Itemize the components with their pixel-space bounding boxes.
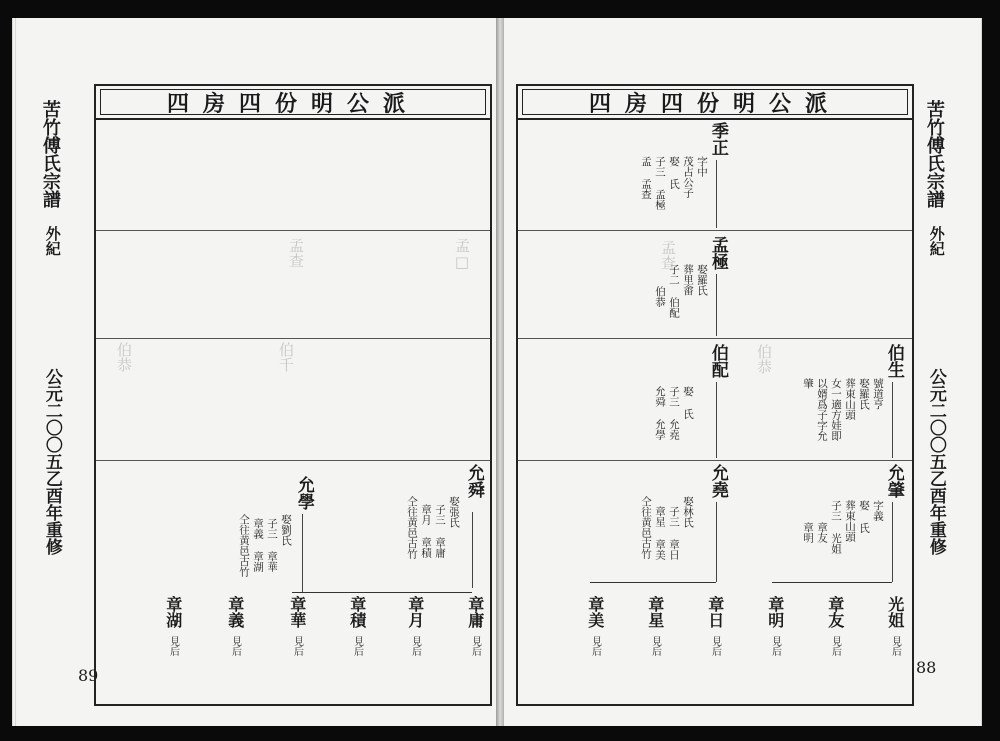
lineage-line xyxy=(892,502,893,582)
child-name: 章積 xyxy=(347,596,367,628)
generation-connector xyxy=(772,582,892,583)
person-detail: 字義 xyxy=(872,500,885,521)
person-detail: 娶羅氏 xyxy=(696,264,709,296)
person-detail: 章友 xyxy=(816,522,829,543)
person-detail: 娶 氏 xyxy=(668,156,681,189)
child-note: 見后 xyxy=(709,636,721,656)
right-genealogy-frame xyxy=(516,84,914,706)
person-detail: 以婿爲子字允 xyxy=(816,378,829,441)
generation-connector xyxy=(292,592,472,593)
row-divider xyxy=(96,460,490,461)
person-detail: 章義 章湖 xyxy=(252,518,265,572)
person-detail: 仝往黄邑古竹 xyxy=(406,496,419,559)
child-note: 見后 xyxy=(769,636,781,656)
child-name: 章湖 xyxy=(163,596,183,628)
person-detail: 允舜 允學 xyxy=(654,386,667,440)
person-detail: 仝往黄邑古竹 xyxy=(238,514,251,577)
left-page-number: 89 xyxy=(78,666,99,685)
bleed-through-text: 伯恭 xyxy=(755,344,773,374)
lineage-line xyxy=(892,382,893,458)
lineage-line xyxy=(716,274,717,336)
left-page xyxy=(18,18,498,726)
child-note: 見后 xyxy=(351,636,363,656)
lineage-line xyxy=(716,502,717,582)
lineage-line xyxy=(302,514,303,592)
person-detail: 葬東山頭 xyxy=(844,500,857,542)
person-detail: 娶 氏 xyxy=(858,500,871,533)
generation-connector xyxy=(590,582,716,583)
child-name: 章友 xyxy=(825,596,845,628)
person-detail: 子三 允堯 xyxy=(668,386,681,440)
person-name: 伯生 xyxy=(883,344,904,378)
child-note: 見后 xyxy=(589,636,601,656)
left-edition-note: 公元二〇〇五乙酉年重修 xyxy=(41,368,62,555)
person-detail: 子三 光姐 xyxy=(830,500,843,554)
child-name: 光姐 xyxy=(885,596,905,628)
bleed-through-text: 孟□ xyxy=(453,238,471,271)
person-detail: 子三 孟極 xyxy=(654,156,667,210)
person-detail: 娶羅氏 xyxy=(858,378,871,410)
person-name: 允肇 xyxy=(883,464,904,498)
child-name: 章義 xyxy=(225,596,245,628)
person-detail: 字中 xyxy=(696,156,709,177)
left-section-label: 外紀 xyxy=(43,226,62,256)
child-note: 見后 xyxy=(889,636,901,656)
row-divider xyxy=(96,338,490,339)
person-detail: 章星 章美 xyxy=(654,506,667,560)
lineage-line xyxy=(716,382,717,458)
person-detail: 子三 章日 xyxy=(668,506,681,560)
person-name: 允堯 xyxy=(707,464,728,498)
left-genealogy-frame xyxy=(94,84,492,706)
right-header-title: 四房四份明公派 xyxy=(588,90,841,117)
person-detail: 孟 孟查 xyxy=(640,156,653,200)
person-detail: 仝往黄邑古竹 xyxy=(640,496,653,559)
person-name: 允學 xyxy=(293,476,314,510)
person-name: 伯配 xyxy=(707,344,728,378)
person-detail: 號道亨 xyxy=(872,378,885,410)
person-detail: 娶張氏 xyxy=(448,496,461,528)
row-divider xyxy=(518,230,912,231)
person-detail: 女一適方娃即 xyxy=(830,378,843,441)
row-divider xyxy=(518,460,912,461)
child-note: 見后 xyxy=(291,636,303,656)
person-detail: 娶林氏 xyxy=(682,496,695,528)
lineage-line xyxy=(472,512,473,588)
right-edition-note: 公元二〇〇五乙酉年重修 xyxy=(925,368,946,555)
person-detail: 章月 章積 xyxy=(420,504,433,558)
person-detail: 子三 章華 xyxy=(266,518,279,572)
lineage-line xyxy=(716,160,717,228)
child-note: 見后 xyxy=(829,636,841,656)
bleed-through-text: 伯恭 xyxy=(115,342,133,372)
child-note: 見后 xyxy=(409,636,421,656)
child-name: 章星 xyxy=(645,596,665,628)
right-book-title: 苦竹傅氏宗譜 xyxy=(923,100,945,208)
child-name: 章日 xyxy=(705,596,725,628)
right-header-bar xyxy=(518,86,912,120)
left-header-bar xyxy=(96,86,490,120)
row-divider xyxy=(96,230,490,231)
person-name: 季正 xyxy=(707,122,728,156)
child-name: 章明 xyxy=(765,596,785,628)
bleed-through-text: 孟查 xyxy=(659,240,677,270)
left-header-title: 四房四份明公派 xyxy=(166,90,419,117)
right-page-number: 88 xyxy=(916,658,937,677)
child-note: 見后 xyxy=(469,636,481,656)
right-section-label: 外紀 xyxy=(927,226,946,256)
person-detail: 子二 伯配 xyxy=(668,264,681,318)
person-detail: 娶劉氏 xyxy=(280,514,293,546)
person-detail: 肇 xyxy=(802,378,815,389)
child-note: 見后 xyxy=(229,636,241,656)
child-name: 章華 xyxy=(287,596,307,628)
right-page xyxy=(504,18,980,726)
child-note: 見后 xyxy=(167,636,179,656)
bleed-through-text: 孟查 xyxy=(287,238,305,268)
child-name: 章月 xyxy=(405,596,425,628)
row-divider xyxy=(518,338,912,339)
person-detail: 葬里畬 xyxy=(682,264,695,296)
person-name: 孟極 xyxy=(707,236,728,270)
person-detail: 娶 氏 xyxy=(682,386,695,419)
child-name: 章美 xyxy=(585,596,605,628)
bleed-through-text: 伯千 xyxy=(277,342,295,372)
person-name: 允舜 xyxy=(463,464,484,498)
person-detail: 伯恭 xyxy=(654,286,667,307)
left-book-title: 苦竹傅氏宗譜 xyxy=(39,100,61,208)
person-detail: 葬東山頭 xyxy=(844,378,857,420)
person-detail: 茂占公子 xyxy=(682,156,695,198)
person-detail: 章明 xyxy=(802,522,815,543)
person-detail: 子三 章庸 xyxy=(434,504,447,558)
child-note: 見后 xyxy=(649,636,661,656)
child-name: 章庸 xyxy=(465,596,485,628)
